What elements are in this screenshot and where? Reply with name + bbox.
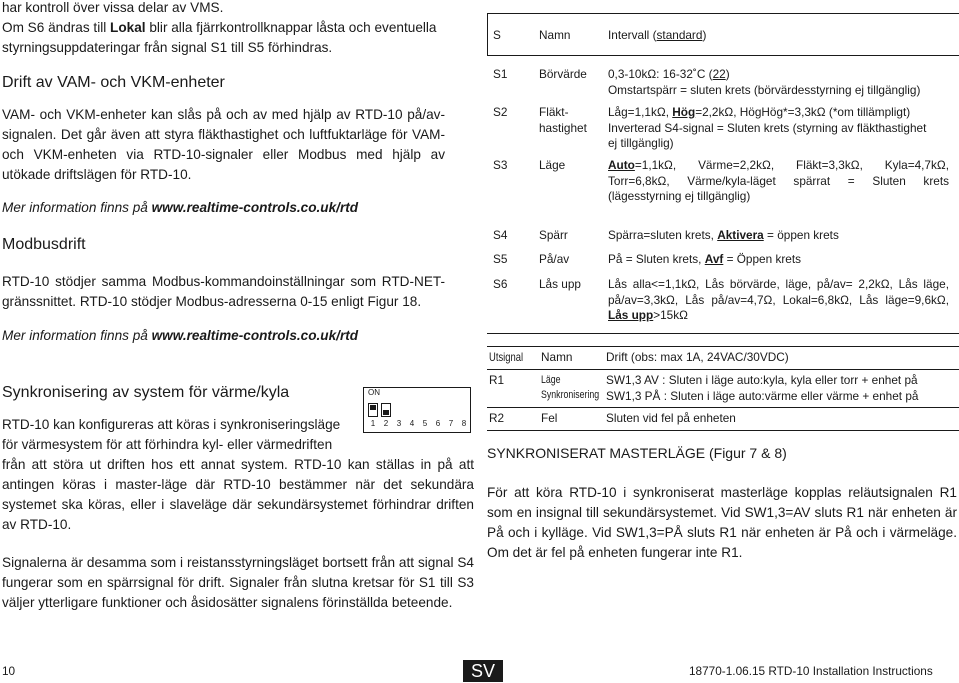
paragraph-modbus: RTD-10 stödjer samma Modbus-kommandoinställningar som RTD-NET-gränssnittet. RTD-10 stödjer Modbus-adresserna 0-15 enligt Figur 18. <box>2 274 445 309</box>
table-header-s: S <box>493 28 501 42</box>
dip-switch-5 <box>420 403 430 417</box>
table2-row-r1-name: Läge Synkronisering <box>541 374 600 401</box>
table-row-s3-desc: Auto=1,1kΩ, Värme=2,2kΩ, Fläkt=3,3kΩ, Kyla=4,7kΩ, Torr=6,8kΩ, Värme/kyla-läget spärrat = Sluten krets (lägesstyrning ej tillgänglig) <box>608 158 949 203</box>
table2-header-namn: Namn <box>541 350 573 364</box>
dip-on-label: ON <box>368 388 380 397</box>
intro-line-3: styrningsuppdateringar från signal S1 till S5 förhindras. <box>2 40 333 55</box>
table-row-s2-id: S2 <box>493 105 508 119</box>
more-info-url-1[interactable]: www.realtime-controls.co.uk/rtd <box>151 200 359 215</box>
table2-header-utsignal: Utsignal <box>489 350 524 364</box>
dip-switch-3 <box>394 403 404 417</box>
table2-row-r1-desc: SW1,3 AV : Sluten i läge auto:kyla, kyla eller torr + enhet på SW1,3 PÅ : Sluten i läge auto:värme eller värme + enhet på <box>606 373 919 403</box>
table-row-s5-desc: På = Sluten krets, Avf = Öppen krets <box>608 252 802 266</box>
dip-number: 4 <box>409 419 415 428</box>
table2-row-r2-desc: Sluten vid fel på enheten <box>606 411 736 425</box>
table-row-s2-desc: Låg=1,1kΩ, Hög=2,2kΩ, HögHög*=3,3kΩ (*om tillämpligt) Inverterad S4-signal = Sluten krets (styrning av fläkthastighet ej tillgänglig) <box>608 105 927 150</box>
table-row-s6-name: Lås upp <box>539 277 581 291</box>
table-row-s4-name: Spärr <box>539 228 568 242</box>
dip-number: 7 <box>448 419 454 428</box>
table-row-s5-name: På/av <box>539 252 570 266</box>
table-row-s3-id: S3 <box>493 158 508 172</box>
more-info-line-2: Mer information finns på www.realtime-controls.co.uk/rtd <box>2 328 359 343</box>
lokal-keyword: Lokal <box>110 20 146 35</box>
heading-drift: Drift av VAM- och VKM-enheter <box>2 74 225 91</box>
paragraph-sync-line-2: för värmesystem för att förhindra kyl- eller värmedriften <box>2 437 333 452</box>
dip-switch-1 <box>368 403 378 417</box>
dip-switch-7 <box>446 403 456 417</box>
document-reference: 18770-1.06.15 RTD-10 Installation Instructions <box>689 664 933 678</box>
paragraph-drift: VAM- och VKM-enheter kan slås på och av med hjälp av RTD-10 på/av-signalen. Det går även att styra fläkthastighet och luftfuktarläge för VAM- och VKM-enheten via RTD-10-signaler eller Modbus med hjälp av utökade driftslägen för RTD-10. <box>2 107 445 182</box>
table-row-s1-name: Börvärde <box>539 67 587 81</box>
table-row-s3-name: Läge <box>539 158 566 172</box>
table-row-s2-name: Fläkt- hastighet <box>539 105 587 135</box>
table-row-s6-desc: Lås alla<=1,1kΩ, Lås börvärde, läge, på/av= 2,2kΩ, Lås läge, på/av=3,3kΩ, Lås på/av=4,7Ω, Lokal=6,8kΩ, Lås läge=9,6kΩ, Lås upp>15kΩ <box>608 277 949 322</box>
dip-number: 2 <box>383 419 389 428</box>
table2-row-r2-name: Fel <box>541 411 558 425</box>
table-row-s4-desc: Spärra=sluten krets, Aktivera = öppen krets <box>608 228 839 242</box>
intro-paragraph <box>2 0 447 58</box>
table2-header-drift: Drift (obs: max 1A, 24VAC/30VDC) <box>606 350 789 364</box>
dip-switch-4 <box>407 403 417 417</box>
dip-switch-8 <box>459 403 469 417</box>
dip-switch-2 <box>381 403 391 417</box>
table-row-s4-id: S4 <box>493 228 508 242</box>
paragraph-signal: Signalerna är desamma som i reistansstyrningsläget bortsett från att signal S4 fungerar som en spärrsignal för drift. Signaler från slutna kretsar för S1 till S3 väljer ytterligare funktioner och åsidosätter signalens förinställda beteende. <box>2 555 474 610</box>
paragraph-master: För att köra RTD-10 i synkroniserat masterläge kopplas reläutsignalen R1 som en insignal till sekundärsystemet. Vid SW1,3=AV sluts R1 när enheten är På och i kylläge. Vid SW1,3=PÅ sluts R1 när enheten är På och i värmeläge. Om det är fel på enheten fungerar inte R1. <box>487 485 957 560</box>
table-row-s1-desc: 0,3-10kΩ: 16-32˚C (22) Omstartspärr = sluten krets (börvärdesstyrning ej tillgänglig) <box>608 67 921 97</box>
intro-line-2: Om S6 ändras till Lokal blir alla fjärrkontrollknappar låsta och eventuella <box>2 20 437 35</box>
table2-row-r1-id: R1 <box>489 373 505 387</box>
paragraph-sync-rest: från att störa ut driften hos ett annat system. RTD-10 kan ställas in på att antingen köras i master-läge där RTD-10 bestämmer när det sekundära systemet ska köras, eller i slaveläge där sekundärsystemet förhindrar driften av RTD-10. <box>2 457 474 532</box>
dip-switch-6 <box>433 403 443 417</box>
heading-master: SYNKRONISERAT MASTERLÄGE (Figur 7 & 8) <box>487 445 787 461</box>
dip-number: 3 <box>396 419 402 428</box>
table-row-s6-id: S6 <box>493 277 508 291</box>
paragraph-sync-line-1: RTD-10 kan konfigureras att köras i synkroniseringsläge <box>2 417 341 432</box>
dip-number: 5 <box>422 419 428 428</box>
dip-number: 1 <box>370 419 376 428</box>
table-header-namn: Namn <box>539 28 571 42</box>
page-number: 10 <box>2 664 16 678</box>
language-badge: SV <box>463 660 503 682</box>
table2-row-r2-id: R2 <box>489 411 505 425</box>
dip-number: 6 <box>435 419 441 428</box>
more-info-line-1: Mer information finns på www.realtime-controls.co.uk/rtd <box>2 200 359 215</box>
heading-sync: Synkronisering av system för värme/kyla <box>2 384 290 401</box>
dip-switch-figure <box>363 387 471 433</box>
more-info-url-2[interactable]: www.realtime-controls.co.uk/rtd <box>151 328 359 343</box>
table-header-intervall: Intervall (standard) <box>608 28 707 42</box>
table-row-s5-id: S5 <box>493 252 508 266</box>
table-row-s1-id: S1 <box>493 67 508 81</box>
intro-line-1: har kontroll över vissa delar av VMS. <box>2 0 224 15</box>
dip-number: 8 <box>461 419 467 428</box>
heading-modbus: Modbusdrift <box>2 236 86 253</box>
